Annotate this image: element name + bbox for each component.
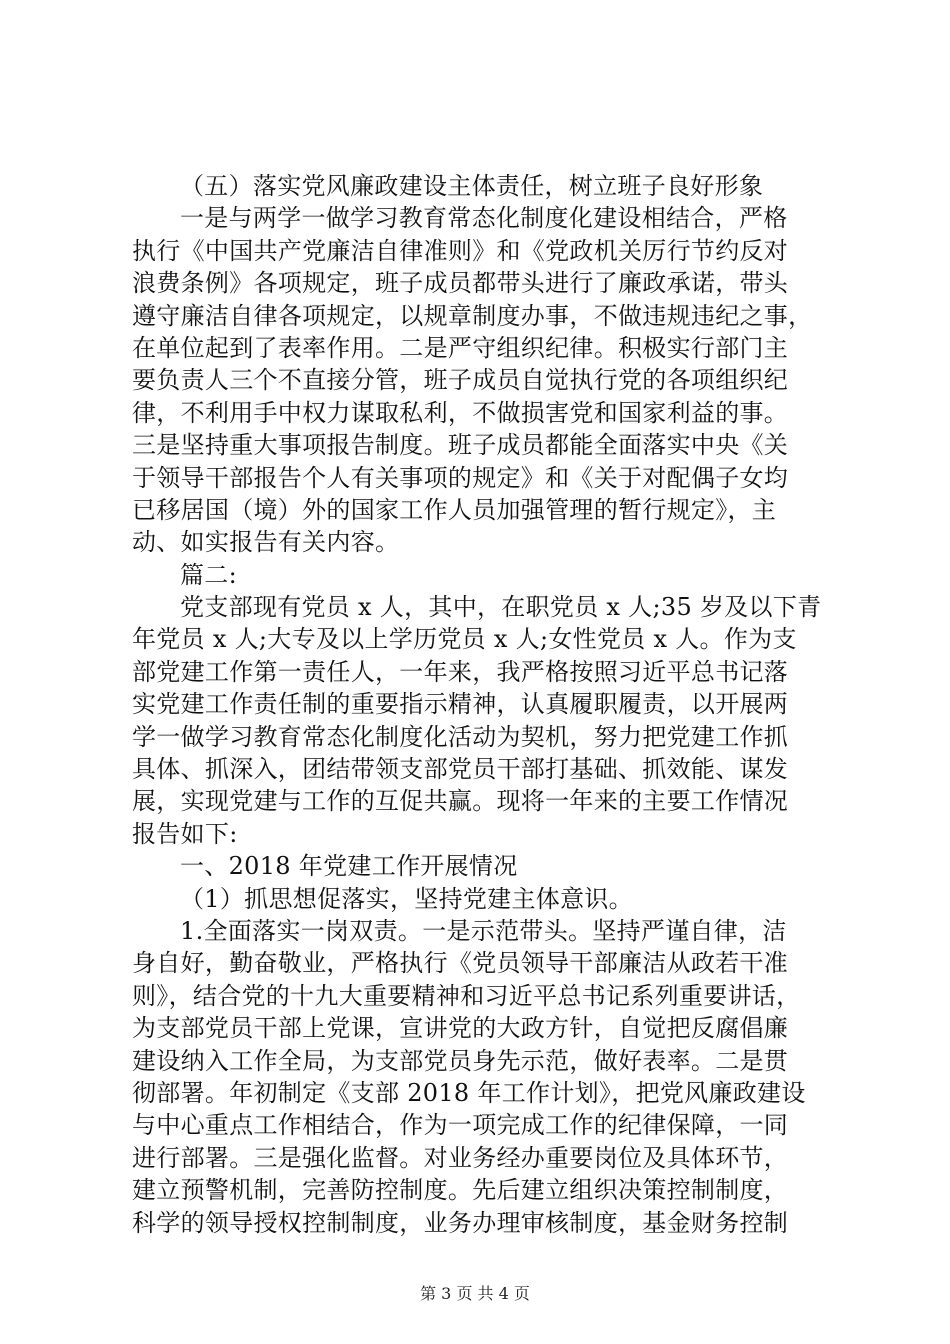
text-line: 则》，结合党的十九大重要精神和习近平总书记系列重要讲话， [132, 981, 801, 1010]
text-line: 科学的领导授权控制制度，业务办理审核制度，基金财务控制 [132, 1208, 789, 1237]
text-line: 三是坚持重大事项报告制度。班子成员都能全面落实中央《关 [132, 431, 789, 460]
text-line: （1）抓思想促落实，坚持党建主体意识。 [180, 884, 633, 913]
text-line: 篇二: [180, 560, 237, 589]
text-line: 浪费条例》各项规定，班子成员都带头进行了廉政承诺，带头 [132, 269, 789, 298]
text-line: 一是与两学一做学习教育常态化制度化建设相结合，严格 [180, 204, 788, 233]
text-line: 彻部署。年初制定《支部 2018 年工作计划》，把党风廉政建设 [132, 1078, 806, 1107]
text-line: 年党员 x 人;大专及以上学历党员 x 人;女性党员 x 人。作为支 [132, 625, 797, 654]
text-line: 要负责人三个不直接分管，班子成员自觉执行党的各项组织纪 [132, 366, 789, 395]
text-line: （五）落实党风廉政建设主体责任，树立班子良好形象 [180, 172, 764, 200]
text-line: 律，不利用手中权力谋取私利，不做损害党和国家利益的事。 [132, 398, 789, 427]
text-line: 动、如实报告有关内容。 [132, 528, 400, 557]
text-line: 遵守廉洁自律各项规定，以规章制度办事，不做违规违纪之事， [132, 301, 813, 330]
text-line: 报告如下: [132, 819, 238, 848]
text-line: 党支部现有党员 x 人，其中，在职党员 x 人;35 岁及以下青 [180, 593, 822, 622]
text-line: 进行部署。三是强化监督。对业务经办重要岗位及具体环节， [132, 1143, 789, 1172]
text-line: 学一做学习教育常态化制度化活动为契机，努力把党建工作抓 [132, 722, 789, 751]
text-line: 一、2018 年党建工作开展情况 [180, 852, 518, 881]
document-body [132, 170, 828, 1239]
text-line: 在单位起到了表率作用。二是严守组织纪律。积极实行部门主 [132, 333, 789, 362]
text-line: 于领导干部报告个人有关事项的规定》和《关于对配偶子女均 [132, 463, 789, 492]
text-line: 展，实现党建与工作的互促共赢。现将一年来的主要工作情况 [132, 787, 789, 816]
text-line: 建立预警机制，完善防控制度。先后建立组织决策控制制度， [132, 1176, 789, 1205]
text-line: 1.全面落实一岗双责。一是示范带头。坚持严谨自律，洁 [180, 916, 787, 945]
text-line: 为支部党员干部上党课，宣讲党的大政方针，自觉把反腐倡廉 [132, 1014, 789, 1043]
page-footer: 第 3 页 共 4 页 [420, 1284, 530, 1303]
text-line: 建设纳入工作全局，为支部党员身先示范，做好表率。二是贯 [132, 1046, 789, 1075]
text-line: 已移居国（境）外的国家工作人员加强管理的暂行规定》，主 [132, 495, 777, 524]
text-line: 具体、抓深入，团结带领支部党员干部打基础、抓效能、谋发 [132, 755, 789, 784]
text-line: 与中心重点工作相结合，作为一项完成工作的纪律保障，一同 [132, 1111, 789, 1140]
text-line: 身自好，勤奋敬业，严格执行《党员领导干部廉洁从政若干准 [132, 949, 789, 978]
text-line: 部党建工作第一责任人，一年来，我严格按照习近平总书记落 [132, 657, 789, 686]
text-line: 实党建工作责任制的重要指示精神，认真履职履责，以开展两 [132, 690, 789, 719]
text-line: 执行《中国共产党廉洁自律准则》和《党政机关厉行节约反对 [132, 236, 789, 265]
